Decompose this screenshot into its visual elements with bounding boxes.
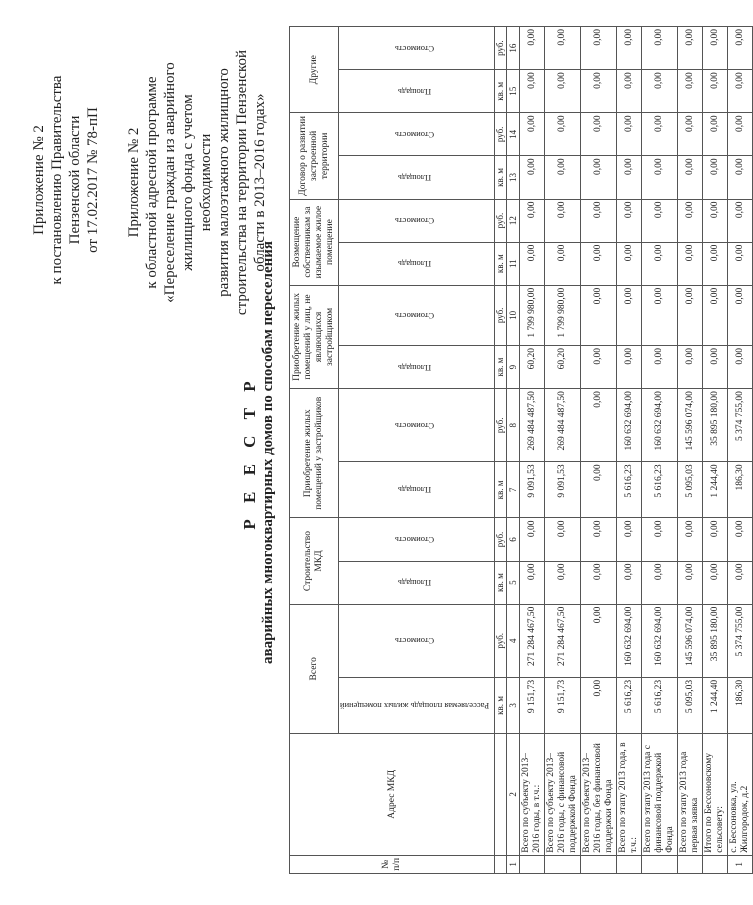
value-cell: 0,00 xyxy=(545,561,581,604)
value-cell: 0,00 xyxy=(678,285,703,345)
value-cell: 0,00 xyxy=(581,199,617,242)
value-cell: 145 596 074,00 xyxy=(678,389,703,462)
subheader-area xyxy=(339,70,495,113)
value-cell: 0,00 xyxy=(581,561,617,604)
column-number: 15 xyxy=(507,70,520,113)
table-row xyxy=(703,27,728,874)
value-cell: 0,00 xyxy=(545,156,581,199)
subheader-label: Расселяемая площадь жилых помещений xyxy=(340,700,490,711)
value-cell: 5 374 755,00 xyxy=(728,389,753,462)
value-cell: 0,00 xyxy=(728,70,753,113)
value-cell: 0,00 xyxy=(703,113,728,156)
value-cell: 160 632 694,00 xyxy=(642,389,678,462)
value-cell: 0,00 xyxy=(642,518,678,561)
address-cell: Всего по субъекту 2013–2016 годы, с финансовой поддержкой Фонда xyxy=(545,733,581,855)
unit-cell: руб. xyxy=(495,199,507,242)
value-cell: 0,00 xyxy=(703,27,728,70)
header-purchase-non-developers: Приобретение жилых помещений у лиц, не являющихся застройщиком xyxy=(290,285,339,388)
value-cell: 0,00 xyxy=(703,156,728,199)
header-number: № п/п xyxy=(290,855,495,873)
value-cell: 186,30 xyxy=(728,677,753,733)
appendix-line: от 17.02.2017 № 78-пП xyxy=(85,107,101,253)
value-cell: 0,00 xyxy=(678,242,703,285)
row-number-cell: 1 xyxy=(728,855,753,873)
unit-cell: руб. xyxy=(495,113,507,156)
subheader-label: Стоимость xyxy=(395,310,435,321)
column-number: 16 xyxy=(507,27,520,70)
unit-cell: кв. м xyxy=(495,677,507,733)
value-cell: 0,00 xyxy=(678,199,703,242)
appendix-line: «Переселение граждан из аварийного xyxy=(162,62,178,303)
column-numbers-row xyxy=(507,27,520,874)
value-cell: 271 284 467,50 xyxy=(545,604,581,677)
value-cell: 0,00 xyxy=(678,156,703,199)
unit-cell: руб. xyxy=(495,27,507,70)
value-cell: 0,00 xyxy=(520,242,545,285)
unit-cell: кв. м xyxy=(495,156,507,199)
subheader-cost xyxy=(339,199,495,242)
value-cell: 0,00 xyxy=(642,113,678,156)
subheader-label: Площадь xyxy=(398,362,432,373)
value-cell: 0,00 xyxy=(581,677,617,733)
column-number: 14 xyxy=(507,113,520,156)
appendix-line: к постановлению Правительства xyxy=(49,75,65,285)
value-cell: 0,00 xyxy=(581,346,617,389)
subheader-label: Площадь xyxy=(398,578,432,589)
value-cell: 0,00 xyxy=(703,561,728,604)
column-number: 7 xyxy=(507,462,520,518)
unit-cell: кв. м xyxy=(495,70,507,113)
value-cell: 0,00 xyxy=(545,27,581,70)
value-cell: 9 151,73 xyxy=(520,677,545,733)
column-number: 13 xyxy=(507,156,520,199)
value-cell: 9 091,53 xyxy=(545,462,581,518)
subheader-resettled-area xyxy=(339,677,495,733)
value-cell: 160 632 694,00 xyxy=(617,604,642,677)
value-cell: 0,00 xyxy=(520,156,545,199)
value-cell: 5 095,03 xyxy=(678,677,703,733)
value-cell: 5 374 755,00 xyxy=(728,604,753,677)
value-cell: 0,00 xyxy=(642,156,678,199)
subheader-label: Стоимость xyxy=(395,216,435,227)
value-cell: 5 616,23 xyxy=(642,462,678,518)
value-cell: 269 484 487,50 xyxy=(520,389,545,462)
table-row xyxy=(728,27,753,874)
unit-cell: кв. м xyxy=(495,242,507,285)
value-cell: 9 151,73 xyxy=(545,677,581,733)
value-cell: 0,00 xyxy=(728,346,753,389)
value-cell: 0,00 xyxy=(617,70,642,113)
table-row xyxy=(520,27,545,874)
value-cell: 5 616,23 xyxy=(642,677,678,733)
appendix-line: Приложение № 2 xyxy=(126,127,142,238)
value-cell: 5 616,23 xyxy=(617,677,642,733)
value-cell: 0,00 xyxy=(703,518,728,561)
appendix-line: жилищного фонда с учетом необходимости xyxy=(180,94,214,271)
subheader-label: Стоимость xyxy=(395,534,435,545)
subheader-label: Стоимость xyxy=(395,636,435,647)
table-row xyxy=(617,27,642,874)
value-cell: 0,00 xyxy=(678,70,703,113)
value-cell: 0,00 xyxy=(642,242,678,285)
table-row xyxy=(581,27,617,874)
column-number: 10 xyxy=(507,285,520,345)
value-cell: 60,20 xyxy=(520,346,545,389)
registry-title: Р Е Е С Т Р xyxy=(240,375,259,530)
appendix-line: области в 2013–2016 годах» xyxy=(252,93,268,272)
value-cell: 0,00 xyxy=(581,242,617,285)
address-cell: Всего по этапу 2013 года первая заявка xyxy=(678,733,703,855)
value-cell: 0,00 xyxy=(617,199,642,242)
table-row xyxy=(678,27,703,874)
value-cell: 0,00 xyxy=(617,242,642,285)
row-number-cell xyxy=(581,855,617,873)
column-number: 12 xyxy=(507,199,520,242)
column-number: 1 xyxy=(507,855,520,873)
value-cell: 0,00 xyxy=(617,156,642,199)
value-cell: 0,00 xyxy=(703,199,728,242)
value-cell: 1 799 980,00 xyxy=(520,285,545,345)
subheader-label: Площадь xyxy=(398,172,432,183)
unit-cell: руб. xyxy=(495,389,507,462)
address-cell: Всего по субъекту 2013–2016 годы, в т.ч.: xyxy=(520,733,545,855)
value-cell: 0,00 xyxy=(545,70,581,113)
unit-cell: руб. xyxy=(495,518,507,561)
column-number: 9 xyxy=(507,346,520,389)
value-cell: 0,00 xyxy=(642,285,678,345)
value-cell: 0,00 xyxy=(678,561,703,604)
value-cell: 0,00 xyxy=(728,242,753,285)
subheader-area xyxy=(339,462,495,518)
registry-table xyxy=(289,26,753,874)
value-cell: 0,00 xyxy=(617,113,642,156)
appendix-line: к областной адресной программе xyxy=(144,76,160,289)
value-cell: 0,00 xyxy=(728,113,753,156)
row-number-cell xyxy=(703,855,728,873)
value-cell: 0,00 xyxy=(678,346,703,389)
table-row xyxy=(545,27,581,874)
value-cell: 0,00 xyxy=(617,346,642,389)
value-cell: 0,00 xyxy=(581,70,617,113)
value-cell: 0,00 xyxy=(703,285,728,345)
value-cell: 0,00 xyxy=(617,518,642,561)
value-cell: 0,00 xyxy=(581,156,617,199)
value-cell: 0,00 xyxy=(520,518,545,561)
unit-cell: руб. xyxy=(495,285,507,345)
row-number-cell xyxy=(520,855,545,873)
row-number-cell xyxy=(678,855,703,873)
value-cell: 1 244,40 xyxy=(703,677,728,733)
value-cell: 0,00 xyxy=(728,285,753,345)
subheader-cost xyxy=(339,113,495,156)
value-cell: 0,00 xyxy=(642,27,678,70)
table-row xyxy=(642,27,678,874)
value-cell: 0,00 xyxy=(642,561,678,604)
subheader-area xyxy=(339,561,495,604)
value-cell: 0,00 xyxy=(728,199,753,242)
value-cell: 0,00 xyxy=(520,70,545,113)
value-cell: 0,00 xyxy=(728,518,753,561)
address-cell: Итого по Бессоновскому сельсовету: xyxy=(703,733,728,855)
subheader-label: Площадь xyxy=(398,485,432,496)
address-cell: Всего по этапу 2013 года с финансовой поддержкой Фонда xyxy=(642,733,678,855)
row-number-cell xyxy=(545,855,581,873)
value-cell: 60,20 xyxy=(545,346,581,389)
value-cell: 0,00 xyxy=(545,518,581,561)
appendix-line: строительства на территории Пензенской xyxy=(234,49,250,316)
value-cell: 0,00 xyxy=(520,27,545,70)
value-cell: 0,00 xyxy=(617,285,642,345)
value-cell: 0,00 xyxy=(581,462,617,518)
column-number: 6 xyxy=(507,518,520,561)
value-cell: 0,00 xyxy=(728,561,753,604)
row-number-cell xyxy=(642,855,678,873)
header-territory-contract: Договор о развитии застроенной территории xyxy=(290,113,339,199)
value-cell: 186,30 xyxy=(728,462,753,518)
column-number: 8 xyxy=(507,389,520,462)
header-mkd-construction: Строительство МКД xyxy=(290,518,339,604)
column-number: 11 xyxy=(507,242,520,285)
value-cell: 0,00 xyxy=(678,518,703,561)
value-cell: 269 484 487,50 xyxy=(545,389,581,462)
value-cell: 9 091,53 xyxy=(520,462,545,518)
value-cell: 160 632 694,00 xyxy=(642,604,678,677)
subheader-label: Стоимость xyxy=(395,43,435,54)
subheader-area xyxy=(339,156,495,199)
value-cell: 0,00 xyxy=(678,27,703,70)
value-cell: 0,00 xyxy=(703,70,728,113)
value-cell: 0,00 xyxy=(703,346,728,389)
value-cell: 0,00 xyxy=(728,27,753,70)
appendix-line: Пензенской области xyxy=(67,115,83,245)
value-cell: 0,00 xyxy=(581,518,617,561)
appendix-government-decree xyxy=(30,55,102,305)
value-cell: 1 244,40 xyxy=(703,462,728,518)
value-cell: 0,00 xyxy=(520,113,545,156)
column-number: 3 xyxy=(507,677,520,733)
appendix-line: развития малоэтажного жилищного xyxy=(216,68,232,297)
header-compensation: Возмещение собственникам за изымаемое жилое помещение xyxy=(290,199,339,285)
column-number: 4 xyxy=(507,604,520,677)
unit-cell: кв. м xyxy=(495,346,507,389)
address-cell: Всего по этапу 2013 года, в т.ч.: xyxy=(617,733,642,855)
value-cell: 0,00 xyxy=(678,113,703,156)
value-cell: 0,00 xyxy=(581,604,617,677)
header-purchase-developers: Приобретение жилых помещений у застройщиков xyxy=(290,389,339,518)
address-cell: с. Бессоновка, ул. Жилгородок, д.2 xyxy=(728,733,753,855)
value-cell: 145 596 074,00 xyxy=(678,604,703,677)
value-cell: 0,00 xyxy=(581,113,617,156)
unit-cell xyxy=(495,733,507,855)
column-number: 2 xyxy=(507,733,520,855)
value-cell: 1 799 980,00 xyxy=(545,285,581,345)
subheader-label: Площадь xyxy=(398,86,432,97)
value-cell: 0,00 xyxy=(642,199,678,242)
value-cell: 0,00 xyxy=(581,27,617,70)
value-cell: 0,00 xyxy=(617,27,642,70)
value-cell: 5 616,23 xyxy=(617,462,642,518)
value-cell: 0,00 xyxy=(545,199,581,242)
subheader-label: Стоимость xyxy=(395,129,435,140)
value-cell: 0,00 xyxy=(703,242,728,285)
value-cell: 0,00 xyxy=(581,389,617,462)
value-cell: 5 095,03 xyxy=(678,462,703,518)
subheader-label: Площадь xyxy=(398,259,432,270)
value-cell: 35 895 180,00 xyxy=(703,389,728,462)
address-cell: Всего по субъекту 2013–2016 годы, без финансовой поддержки Фонда xyxy=(581,733,617,855)
value-cell: 0,00 xyxy=(545,242,581,285)
subheader-area xyxy=(339,346,495,389)
value-cell: 271 284 467,50 xyxy=(520,604,545,677)
subheader-cost xyxy=(339,518,495,561)
value-cell: 35 895 180,00 xyxy=(703,604,728,677)
column-number: 5 xyxy=(507,561,520,604)
header-address: Адрес МКД xyxy=(290,733,495,855)
unit-cell: кв. м xyxy=(495,462,507,518)
value-cell: 0,00 xyxy=(545,113,581,156)
subheader-cost xyxy=(339,27,495,70)
registry-subtitle: аварийных многоквартирных домов по способам переселения xyxy=(260,240,276,665)
subheader-cost xyxy=(339,285,495,345)
subheader-area xyxy=(339,242,495,285)
unit-cell: руб. xyxy=(495,604,507,677)
value-cell: 0,00 xyxy=(728,156,753,199)
table-header-row xyxy=(290,27,339,874)
value-cell: 0,00 xyxy=(520,561,545,604)
subheader-cost xyxy=(339,389,495,462)
subheader-label: Стоимость xyxy=(395,420,435,431)
table-body xyxy=(495,27,753,874)
value-cell: 0,00 xyxy=(520,199,545,242)
value-cell: 0,00 xyxy=(642,70,678,113)
header-other: Другие xyxy=(290,27,339,113)
value-cell: 0,00 xyxy=(642,346,678,389)
value-cell: 0,00 xyxy=(581,285,617,345)
value-cell: 160 632 694,00 xyxy=(617,389,642,462)
unit-cell xyxy=(495,855,507,873)
value-cell: 0,00 xyxy=(617,561,642,604)
header-total: Всего xyxy=(290,604,339,733)
unit-cell: кв. м xyxy=(495,561,507,604)
appendix-line: Приложение № 2 xyxy=(31,125,47,235)
row-number-cell xyxy=(617,855,642,873)
units-row xyxy=(495,27,507,874)
subheader-cost xyxy=(339,604,495,677)
